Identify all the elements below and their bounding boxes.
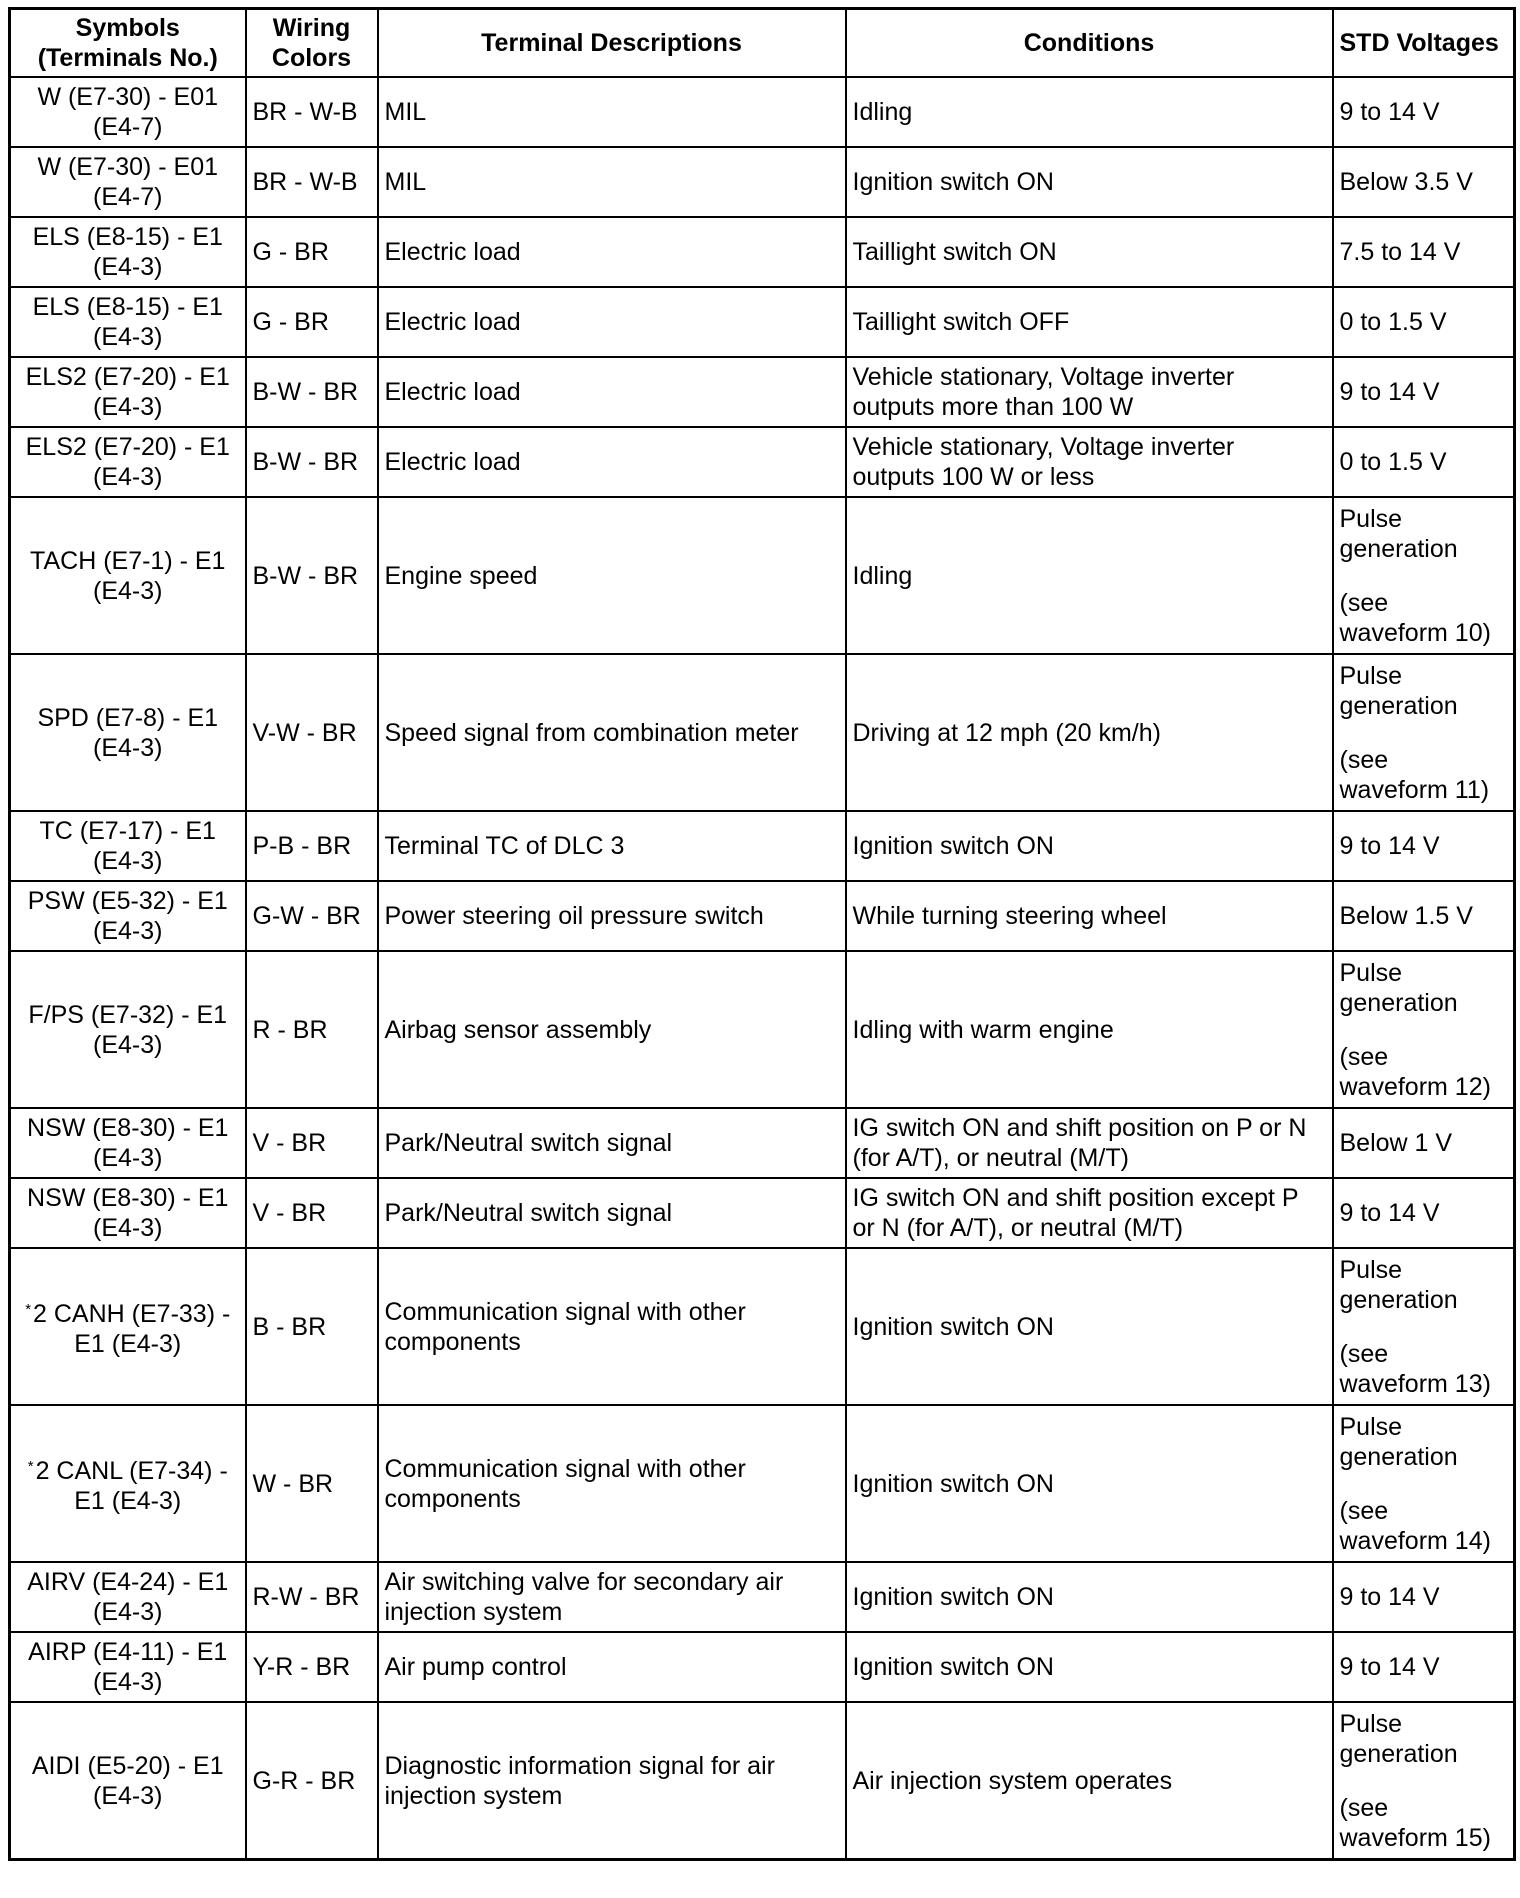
cell-wiring-color: G - BR	[246, 217, 378, 287]
symbol-line2: E1 (E4-3)	[74, 1486, 182, 1515]
symbol-line2: (E4-3)	[93, 1214, 163, 1242]
cell-description: MIL	[378, 147, 846, 217]
symbol-line1	[17, 703, 239, 733]
cell-description: Air pump control	[378, 1632, 846, 1702]
condition-line1: Vehicle stationary, Voltage inverter	[852, 363, 1235, 391]
cell-std-voltage: Below 3.5 V	[1333, 147, 1515, 217]
table-row	[10, 811, 1515, 881]
symbol-text: ELS (E8-15) - E1	[32, 293, 223, 321]
symbol-text: TC (E7-17) - E1	[39, 817, 216, 845]
pulse-line1: Pulse	[1339, 1255, 1403, 1284]
cell-condition: Taillight switch ON	[846, 217, 1333, 287]
cell-description: Electric load	[378, 287, 846, 357]
symbol-line2: (E4-3)	[93, 1030, 163, 1059]
cell-wiring-color: B - BR	[246, 1248, 378, 1405]
header-symbols-line1: Symbols	[75, 14, 180, 42]
symbol-text: TACH (E7-1) - E1	[30, 546, 226, 575]
cell-wiring-color: BR - W-B	[246, 77, 378, 147]
waveform-ref-line1: (see	[1339, 1496, 1389, 1525]
table-row	[10, 1405, 1515, 1562]
cell-symbol	[10, 77, 246, 147]
waveform-ref-line2: waveform 15)	[1339, 1823, 1491, 1852]
cell-symbol	[10, 1178, 246, 1248]
symbol-line1	[17, 546, 239, 576]
cell-description: Park/Neutral switch signal	[378, 1108, 846, 1178]
cell-description: Park/Neutral switch signal	[378, 1178, 846, 1248]
table-row	[10, 287, 1515, 357]
header-conditions: Conditions	[846, 9, 1333, 78]
cell-wiring-color: V - BR	[246, 1178, 378, 1248]
symbol-line1	[17, 82, 239, 112]
pulse-line2: generation	[1339, 988, 1458, 1017]
cell-std-voltage	[1333, 951, 1515, 1108]
pulse-generation-note	[1340, 1709, 1508, 1853]
condition-line1: IG switch ON and shift position on P or N	[852, 1114, 1307, 1142]
cell-std-voltage: Below 1.5 V	[1333, 881, 1515, 951]
table-row	[10, 951, 1515, 1108]
header-symbols-line2: (Terminals No.)	[37, 44, 218, 72]
cell-condition: Idling with warm engine	[846, 951, 1333, 1108]
pulse-generation-note	[1340, 1255, 1508, 1399]
cell-std-voltage	[1333, 654, 1515, 811]
cell-wiring-color: G-W - BR	[246, 881, 378, 951]
cell-condition: Ignition switch ON	[846, 1632, 1333, 1702]
table-row	[10, 881, 1515, 951]
cell-description: Engine speed	[378, 497, 846, 654]
symbol-text: ELS2 (E7-20) - E1	[25, 433, 230, 461]
symbol-line2: (E4-3)	[93, 1668, 163, 1696]
table-row	[10, 217, 1515, 287]
symbol-text: ELS (E8-15) - E1	[32, 223, 223, 251]
table-row	[10, 357, 1515, 427]
cell-symbol	[10, 287, 246, 357]
pulse-line1: Pulse	[1339, 1709, 1403, 1738]
cell-symbol	[10, 654, 246, 811]
symbol-text: W (E7-30) - E01	[37, 83, 219, 111]
symbol-text: NSW (E8-30) - E1	[27, 1184, 229, 1212]
symbol-line2: (E4-3)	[93, 1781, 163, 1810]
cell-symbol	[10, 427, 246, 497]
symbol-line1	[17, 1183, 239, 1213]
description-line2: injection system	[384, 1598, 563, 1626]
description-line2: injection system	[384, 1781, 563, 1810]
cell-wiring-color: B-W - BR	[246, 497, 378, 654]
pulse-line2: generation	[1339, 1739, 1458, 1768]
symbol-line1	[17, 886, 239, 916]
waveform-ref-line1: (see	[1339, 1042, 1389, 1071]
condition-line1: Vehicle stationary, Voltage inverter	[852, 433, 1235, 461]
symbol-text: NSW (E8-30) - E1	[27, 1114, 229, 1142]
cell-wiring-color: BR - W-B	[246, 147, 378, 217]
cell-description: MIL	[378, 77, 846, 147]
description-line1: Communication signal with other	[384, 1454, 746, 1483]
cell-description: Speed signal from combination meter	[378, 654, 846, 811]
symbol-line1	[17, 1751, 239, 1781]
cell-wiring-color: R - BR	[246, 951, 378, 1108]
symbol-line2: (E4-3)	[93, 576, 163, 605]
pulse-generation-note	[1340, 504, 1508, 648]
pulse-generation-note	[1340, 1412, 1508, 1556]
waveform-ref-line2: waveform 12)	[1339, 1072, 1491, 1101]
cell-condition: Taillight switch OFF	[846, 287, 1333, 357]
condition-line1: IG switch ON and shift position except P	[852, 1184, 1299, 1212]
table-row	[10, 427, 1515, 497]
table-row	[10, 1248, 1515, 1405]
cell-std-voltage: 9 to 14 V	[1333, 1632, 1515, 1702]
symbol-line2: (E4-3)	[93, 733, 163, 762]
symbol-line2: (E4-7)	[93, 113, 163, 141]
cell-symbol	[10, 881, 246, 951]
cell-condition: Air injection system operates	[846, 1702, 1333, 1860]
cell-wiring-color: G - BR	[246, 287, 378, 357]
cell-description	[378, 1248, 846, 1405]
table-row	[10, 497, 1515, 654]
table-row	[10, 1562, 1515, 1632]
cell-std-voltage	[1333, 1702, 1515, 1860]
cell-wiring-color: V - BR	[246, 1108, 378, 1178]
cell-std-voltage: 9 to 14 V	[1333, 77, 1515, 147]
cell-condition: While turning steering wheel	[846, 881, 1333, 951]
cell-wiring-color: V-W - BR	[246, 654, 378, 811]
symbol-text: PSW (E5-32) - E1	[27, 887, 228, 915]
cell-wiring-color: P-B - BR	[246, 811, 378, 881]
spacer	[1340, 1315, 1508, 1339]
symbol-line2: (E4-3)	[93, 253, 163, 281]
symbol-text: 2 CANL (E7-34) -	[35, 1456, 228, 1485]
cell-std-voltage: Below 1 V	[1333, 1108, 1515, 1178]
cell-symbol	[10, 951, 246, 1108]
pulse-line1: Pulse	[1339, 661, 1403, 690]
cell-description: Airbag sensor assembly	[378, 951, 846, 1108]
cell-symbol	[10, 1248, 246, 1405]
waveform-ref-line2: waveform 13)	[1339, 1369, 1491, 1398]
spacer	[1340, 1769, 1508, 1793]
symbol-text: SPD (E7-8) - E1	[37, 703, 219, 732]
cell-condition	[846, 357, 1333, 427]
description-line2: components	[384, 1327, 521, 1356]
waveform-ref-line2: waveform 14)	[1339, 1526, 1491, 1555]
table-row	[10, 654, 1515, 811]
cell-wiring-color: Y-R - BR	[246, 1632, 378, 1702]
description-line2: components	[384, 1484, 521, 1513]
symbol-line2: (E4-3)	[93, 1598, 163, 1626]
table-row	[10, 1178, 1515, 1248]
symbol-line1	[17, 432, 239, 462]
waveform-ref-line1: (see	[1339, 588, 1389, 617]
table-row	[10, 1108, 1515, 1178]
spacer	[1340, 1472, 1508, 1496]
cell-symbol	[10, 1702, 246, 1860]
waveform-ref-line1: (see	[1339, 1793, 1389, 1822]
symbol-line2: (E4-3)	[93, 1144, 163, 1172]
cell-std-voltage: 0 to 1.5 V	[1333, 287, 1515, 357]
condition-line2: outputs 100 W or less	[852, 463, 1095, 491]
table-row	[10, 147, 1515, 217]
cell-condition: Ignition switch ON	[846, 1562, 1333, 1632]
cell-wiring-color: G-R - BR	[246, 1702, 378, 1860]
cell-condition	[846, 1178, 1333, 1248]
cell-std-voltage: 7.5 to 14 V	[1333, 217, 1515, 287]
symbol-text: 2 CANH (E7-33) -	[33, 1299, 231, 1328]
pulse-line2: generation	[1339, 691, 1458, 720]
symbol-line2: (E4-3)	[93, 393, 163, 421]
pulse-generation-note	[1340, 958, 1508, 1102]
cell-description	[378, 1405, 846, 1562]
header-wiring	[246, 9, 378, 78]
cell-symbol	[10, 217, 246, 287]
symbol-line2: (E4-3)	[93, 847, 163, 875]
header-symbols	[10, 9, 246, 78]
spacer	[1340, 564, 1508, 588]
symbol-line1	[17, 1295, 239, 1329]
symbol-line1	[17, 1637, 239, 1667]
pulse-line2: generation	[1339, 1285, 1458, 1314]
waveform-ref-line2: waveform 11)	[1339, 775, 1490, 804]
waveform-ref-line1: (see	[1339, 1339, 1389, 1368]
table-row	[10, 77, 1515, 147]
cell-std-voltage: 9 to 14 V	[1333, 1562, 1515, 1632]
description-line1: Air switching valve for secondary air	[384, 1568, 784, 1596]
header-wiring-line2: Colors	[271, 44, 352, 72]
cell-condition: Driving at 12 mph (20 km/h)	[846, 654, 1333, 811]
pulse-line2: generation	[1339, 534, 1458, 563]
cell-condition	[846, 1108, 1333, 1178]
pulse-line2: generation	[1339, 1442, 1458, 1471]
table-row	[10, 1702, 1515, 1860]
symbol-line2: (E4-7)	[93, 183, 163, 211]
symbol-line2: E1 (E4-3)	[74, 1329, 182, 1358]
symbol-line1	[17, 816, 239, 846]
header-voltages: STD Voltages	[1333, 9, 1515, 78]
cell-description	[378, 1702, 846, 1860]
cell-symbol	[10, 147, 246, 217]
cell-std-voltage: 9 to 14 V	[1333, 357, 1515, 427]
spacer	[1340, 721, 1508, 745]
header-wiring-line1: Wiring	[272, 14, 351, 42]
pulse-generation-note	[1340, 661, 1508, 805]
symbol-line1	[17, 222, 239, 252]
symbol-line2: (E4-3)	[93, 323, 163, 351]
table-row	[10, 1632, 1515, 1702]
symbol-text: AIRP (E4-11) - E1	[28, 1638, 228, 1666]
table-body	[10, 77, 1515, 1860]
header-row	[10, 9, 1515, 78]
cell-symbol	[10, 497, 246, 654]
terminal-voltage-table	[8, 7, 1516, 1861]
symbol-text: W (E7-30) - E01	[37, 153, 219, 181]
symbol-line1	[17, 1000, 239, 1030]
cell-condition: Ignition switch ON	[846, 1405, 1333, 1562]
cell-description: Terminal TC of DLC 3	[378, 811, 846, 881]
header-descriptions: Terminal Descriptions	[378, 9, 846, 78]
description-line1: Diagnostic information signal for air	[384, 1751, 775, 1780]
cell-std-voltage	[1333, 497, 1515, 654]
cell-std-voltage: 9 to 14 V	[1333, 811, 1515, 881]
cell-condition: Ignition switch ON	[846, 147, 1333, 217]
cell-symbol	[10, 1108, 246, 1178]
cell-std-voltage	[1333, 1248, 1515, 1405]
symbol-line1	[17, 1113, 239, 1143]
symbol-text: ELS2 (E7-20) - E1	[25, 363, 230, 391]
cell-symbol	[10, 357, 246, 427]
cell-description: Electric load	[378, 427, 846, 497]
cell-wiring-color: W - BR	[246, 1405, 378, 1562]
pulse-line1: Pulse	[1339, 1412, 1403, 1441]
condition-line2: outputs more than 100 W	[852, 393, 1134, 421]
symbol-line1	[17, 1452, 239, 1486]
cell-std-voltage: 0 to 1.5 V	[1333, 427, 1515, 497]
symbol-line2: (E4-3)	[93, 463, 163, 491]
pulse-line1: Pulse	[1339, 958, 1403, 987]
footnote-marker: *	[25, 1300, 32, 1318]
symbol-line1	[17, 152, 239, 182]
cell-symbol	[10, 1562, 246, 1632]
pulse-line1: Pulse	[1339, 504, 1403, 533]
condition-line2: or N (for A/T), or neutral (M/T)	[852, 1214, 1184, 1242]
waveform-ref-line1: (see	[1339, 745, 1389, 774]
cell-std-voltage	[1333, 1405, 1515, 1562]
symbol-text: F/PS (E7-32) - E1	[28, 1000, 228, 1029]
spacer	[1340, 1018, 1508, 1042]
symbol-line1	[17, 292, 239, 322]
symbol-text: AIRV (E4-24) - E1	[27, 1568, 229, 1596]
cell-description: Electric load	[378, 217, 846, 287]
cell-condition: Idling	[846, 77, 1333, 147]
cell-description: Power steering oil pressure switch	[378, 881, 846, 951]
symbol-line1	[17, 362, 239, 392]
cell-description: Electric load	[378, 357, 846, 427]
cell-wiring-color: R-W - BR	[246, 1562, 378, 1632]
symbol-line1	[17, 1567, 239, 1597]
cell-symbol	[10, 811, 246, 881]
symbol-line2: (E4-3)	[93, 917, 163, 945]
cell-symbol	[10, 1632, 246, 1702]
cell-condition: Idling	[846, 497, 1333, 654]
symbol-text: AIDI (E5-20) - E1	[31, 1751, 224, 1780]
cell-wiring-color: B-W - BR	[246, 357, 378, 427]
cell-symbol	[10, 1405, 246, 1562]
waveform-ref-line2: waveform 10)	[1339, 618, 1491, 647]
cell-condition: Ignition switch ON	[846, 1248, 1333, 1405]
description-line1: Communication signal with other	[384, 1297, 746, 1326]
condition-line2: (for A/T), or neutral (M/T)	[852, 1144, 1129, 1172]
cell-description	[378, 1562, 846, 1632]
cell-wiring-color: B-W - BR	[246, 427, 378, 497]
cell-condition: Ignition switch ON	[846, 811, 1333, 881]
cell-condition	[846, 427, 1333, 497]
footnote-marker: *	[27, 1457, 34, 1475]
cell-std-voltage: 9 to 14 V	[1333, 1178, 1515, 1248]
